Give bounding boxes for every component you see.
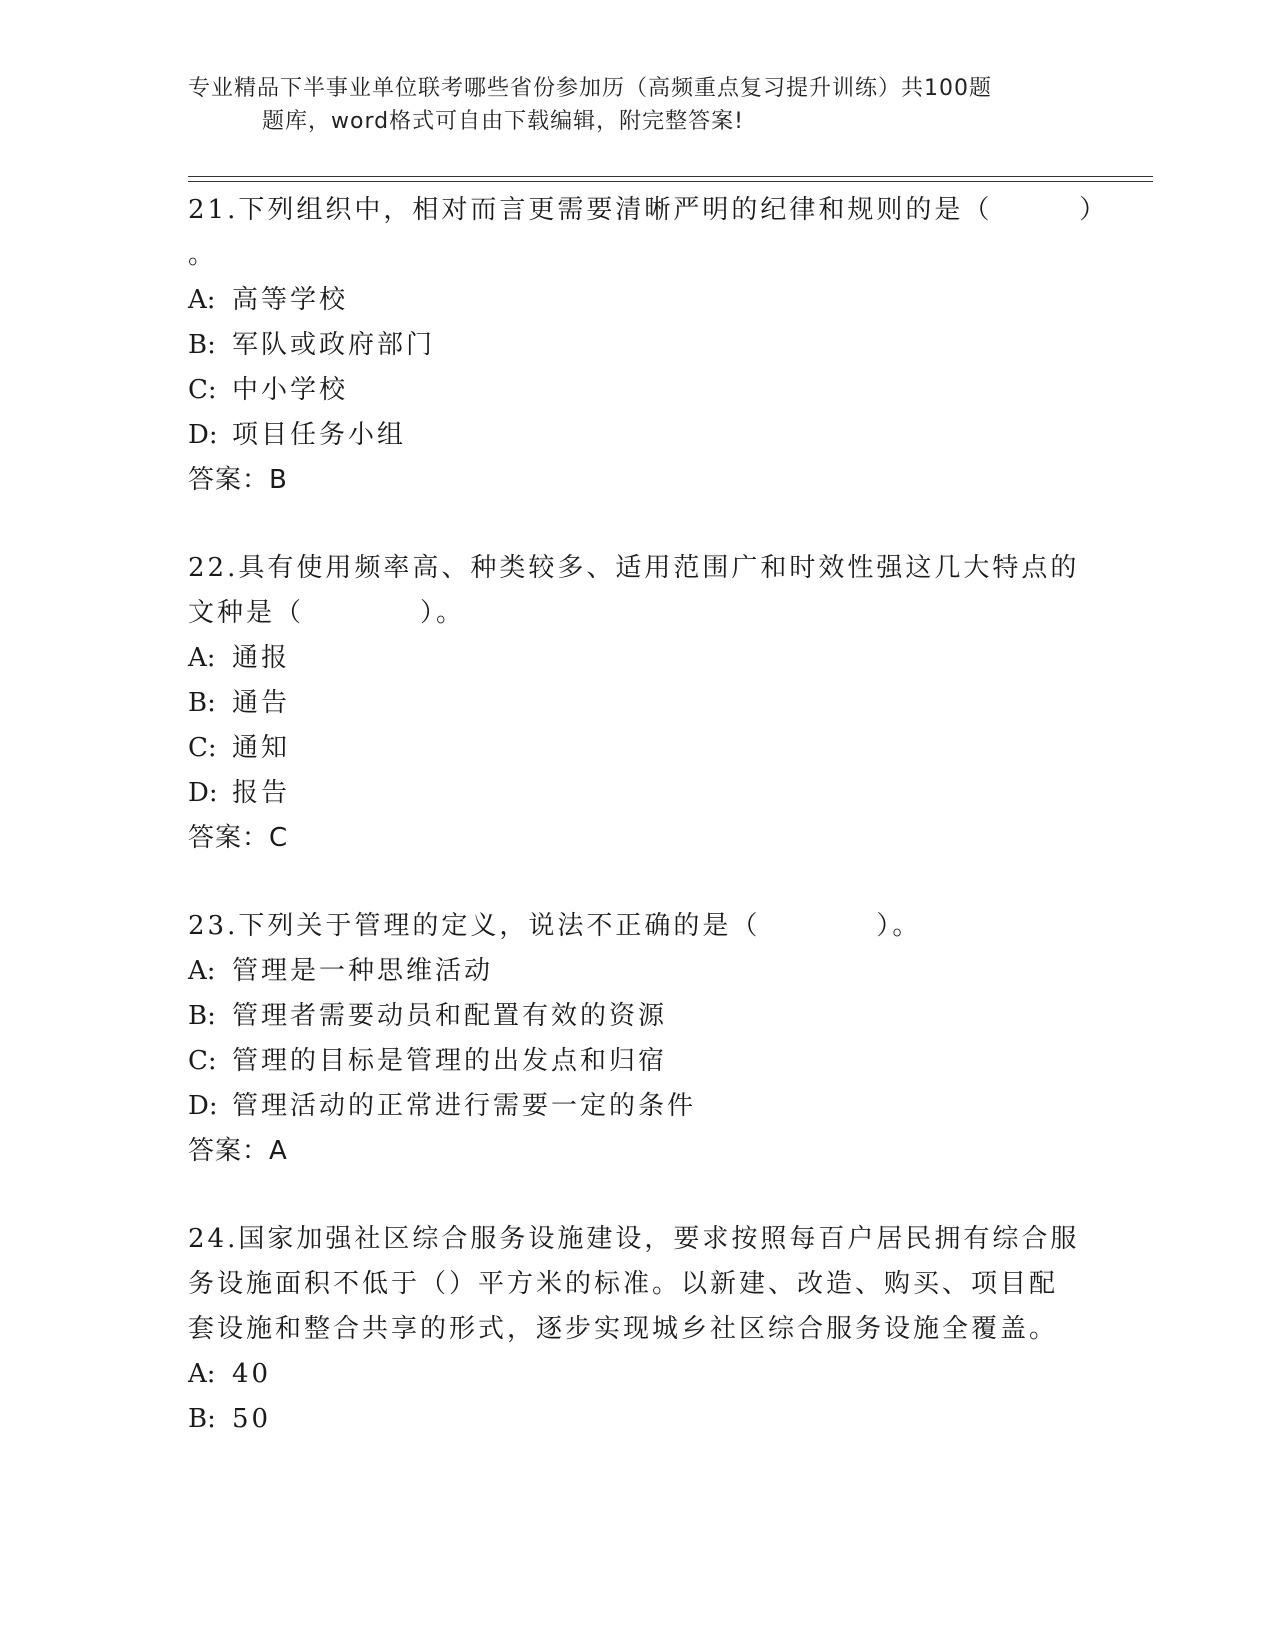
option-key: B: — [188, 688, 216, 718]
question-text: 22.具有使用频率高、种类较多、适用范围广和时效性强这几大特点的 — [188, 553, 1080, 583]
option-a — [188, 949, 1108, 994]
option-c — [188, 1039, 1108, 1084]
answer-line: 答案：A — [188, 1136, 288, 1166]
option-d — [188, 771, 1108, 816]
option-text: 军队或政府部门 — [232, 330, 436, 360]
header-rule-bottom — [188, 181, 1153, 182]
answer-line: 答案：B — [188, 465, 288, 495]
option-key: A: — [188, 1359, 216, 1389]
option-a — [188, 1352, 1108, 1397]
option-text: 高等学校 — [232, 285, 349, 315]
option-key: A: — [188, 285, 216, 315]
option-text: 管理者需要动员和配置有效的资源 — [232, 1001, 668, 1031]
header-rule-top — [188, 176, 1153, 177]
option-c — [188, 368, 1108, 413]
question-21 — [188, 188, 1108, 503]
option-text: 项目任务小组 — [232, 420, 407, 450]
option-text: 通报 — [232, 643, 291, 673]
option-key: D: — [188, 420, 218, 450]
option-key: C: — [188, 1046, 217, 1076]
question-text-continued: 。 — [188, 240, 218, 270]
question-list — [188, 188, 1108, 1485]
answer-line: 答案：C — [188, 823, 289, 853]
option-text: 通告 — [232, 688, 291, 718]
option-b — [188, 323, 1108, 368]
option-b — [188, 1397, 1108, 1442]
option-key: B: — [188, 330, 216, 360]
question-text: 21.下列组织中，相对而言更需要清晰严明的纪律和规则的是（ ） — [188, 195, 1109, 225]
option-b — [188, 994, 1108, 1039]
option-key: A: — [188, 643, 216, 673]
option-text: 报告 — [232, 778, 291, 808]
option-c — [188, 726, 1108, 771]
option-key: D: — [188, 778, 218, 808]
option-a — [188, 278, 1108, 323]
question-text-continued-2: 套设施和整合共享的形式，逐步实现城乡社区综合服务设施全覆盖。 — [188, 1314, 1059, 1344]
option-d — [188, 413, 1108, 458]
question-22 — [188, 546, 1108, 861]
option-key: B: — [188, 1404, 216, 1434]
question-text: 24.国家加强社区综合服务设施建设，要求按照每百户居民拥有综合服 — [188, 1224, 1080, 1254]
document-header — [188, 72, 1068, 138]
option-text: 通知 — [232, 733, 291, 763]
option-key: D: — [188, 1091, 218, 1121]
question-text: 23.下列关于管理的定义，说法不正确的是（ ）。 — [188, 911, 922, 941]
option-key: C: — [188, 375, 217, 405]
option-text: 50 — [232, 1404, 272, 1434]
question-text-continued: 务设施面积不低于（）平方米的标准。以新建、改造、购买、项目配 — [188, 1269, 1059, 1299]
option-text: 管理活动的正常进行需要一定的条件 — [232, 1091, 697, 1121]
option-text: 中小学校 — [232, 375, 349, 405]
option-d — [188, 1084, 1108, 1129]
option-text: 管理是一种思维活动 — [232, 956, 494, 986]
option-key: C: — [188, 733, 217, 763]
option-a — [188, 636, 1108, 681]
option-b — [188, 681, 1108, 726]
option-key: B: — [188, 1001, 216, 1031]
header-line-1: 专业精品下半事业单位联考哪些省份参加历（高频重点复习提升训练）共100题 — [188, 76, 992, 101]
option-key: A: — [188, 956, 216, 986]
question-24 — [188, 1217, 1108, 1442]
question-text-continued: 文种是（ ）。 — [188, 598, 466, 628]
header-line-2: 题库，word格式可自由下载编辑，附完整答案! — [262, 109, 744, 134]
option-text: 管理的目标是管理的出发点和归宿 — [232, 1046, 668, 1076]
option-text: 40 — [232, 1359, 272, 1389]
question-23 — [188, 904, 1108, 1174]
